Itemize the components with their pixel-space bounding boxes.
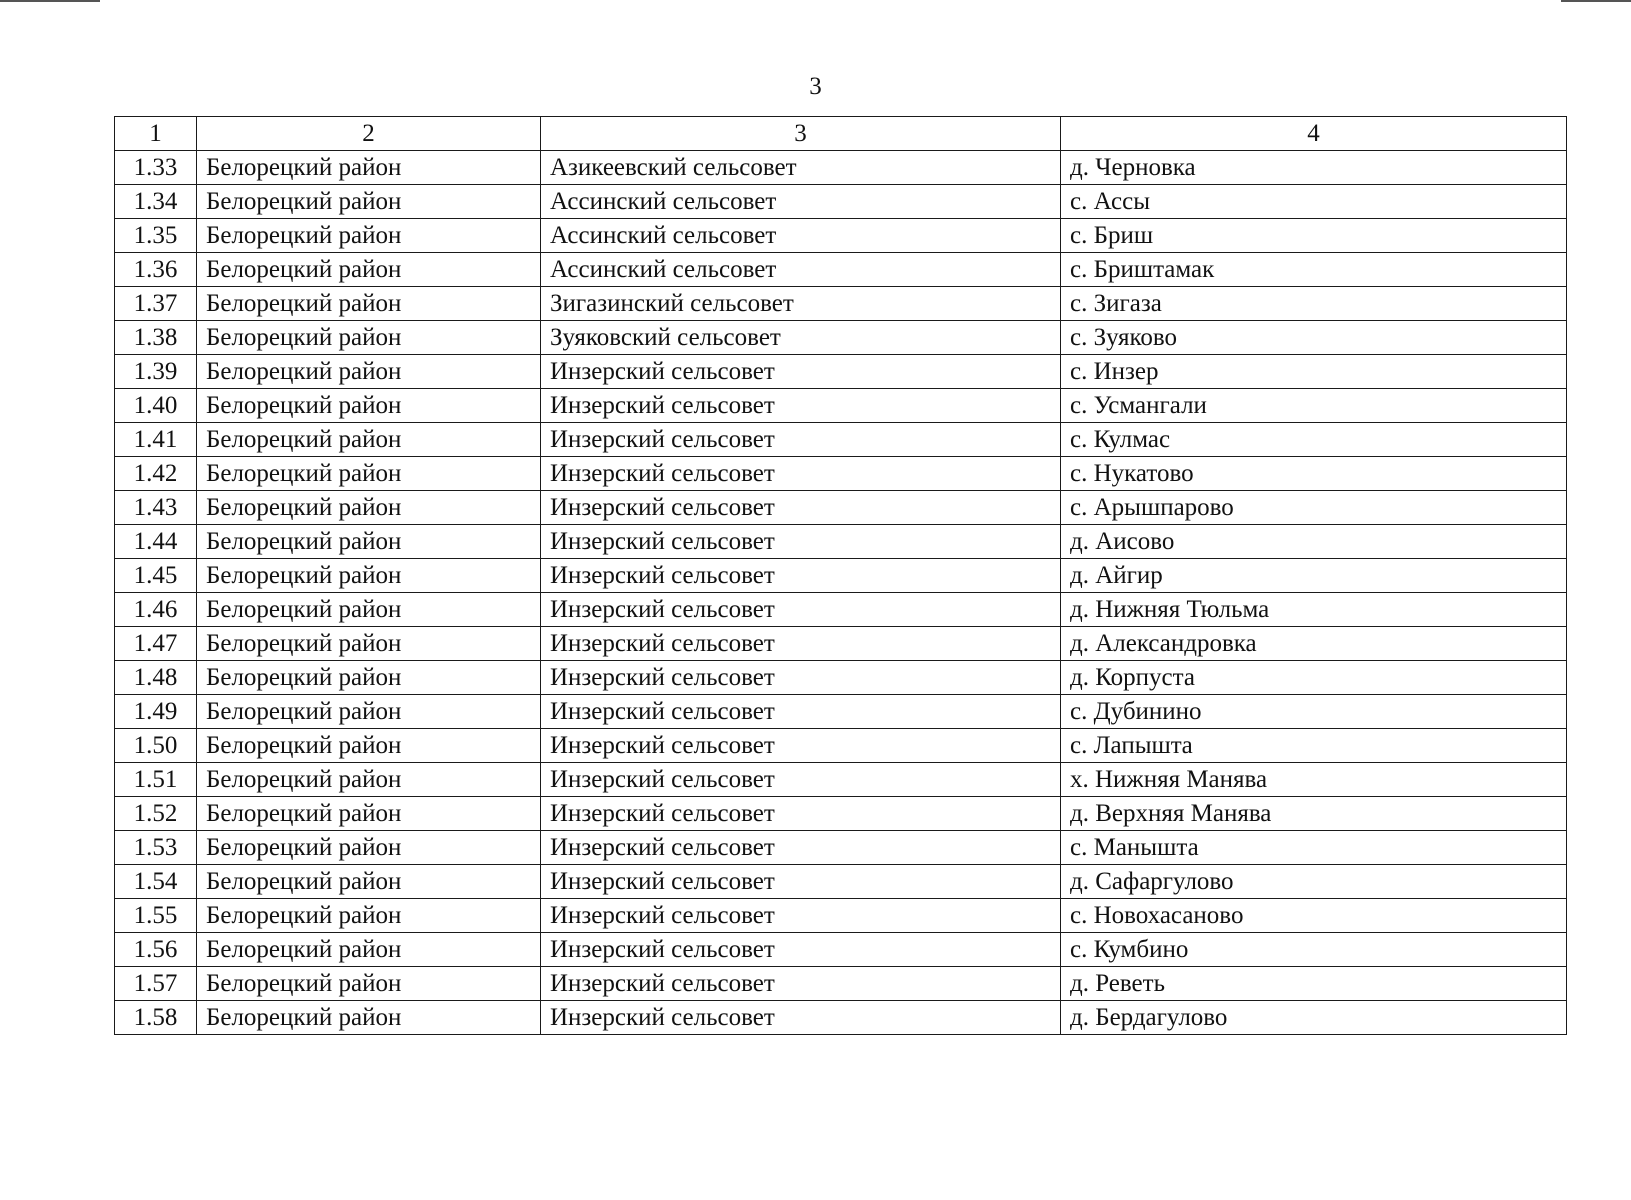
cell-council: Ассинский сельсовет bbox=[541, 253, 1061, 287]
header-cell-4: 4 bbox=[1061, 117, 1567, 151]
scan-edge-mark bbox=[0, 0, 100, 2]
cell-number: 1.48 bbox=[115, 661, 197, 695]
header-cell-2: 2 bbox=[197, 117, 541, 151]
cell-settlement: с. Бриш bbox=[1061, 219, 1567, 253]
cell-settlement: д. Сафаргулово bbox=[1061, 865, 1567, 899]
table-row bbox=[115, 253, 1567, 287]
cell-number: 1.44 bbox=[115, 525, 197, 559]
cell-settlement: с. Кулмас bbox=[1061, 423, 1567, 457]
cell-council: Инзерский сельсовет bbox=[541, 729, 1061, 763]
cell-settlement: с. Инзер bbox=[1061, 355, 1567, 389]
cell-council: Ассинский сельсовет bbox=[541, 185, 1061, 219]
cell-council: Инзерский сельсовет bbox=[541, 695, 1061, 729]
table-row bbox=[115, 389, 1567, 423]
cell-settlement: с. Новохасаново bbox=[1061, 899, 1567, 933]
cell-district: Белорецкий район bbox=[197, 627, 541, 661]
table-row bbox=[115, 797, 1567, 831]
header-cell-3: 3 bbox=[541, 117, 1061, 151]
cell-district: Белорецкий район bbox=[197, 865, 541, 899]
cell-settlement: с. Усмангали bbox=[1061, 389, 1567, 423]
cell-number: 1.49 bbox=[115, 695, 197, 729]
cell-number: 1.57 bbox=[115, 967, 197, 1001]
cell-district: Белорецкий район bbox=[197, 389, 541, 423]
cell-number: 1.34 bbox=[115, 185, 197, 219]
cell-settlement: с. Дубинино bbox=[1061, 695, 1567, 729]
cell-number: 1.39 bbox=[115, 355, 197, 389]
table-row bbox=[115, 355, 1567, 389]
table-row bbox=[115, 287, 1567, 321]
cell-council: Инзерский сельсовет bbox=[541, 491, 1061, 525]
table-row bbox=[115, 1001, 1567, 1035]
cell-council: Инзерский сельсовет bbox=[541, 525, 1061, 559]
table-row bbox=[115, 593, 1567, 627]
cell-district: Белорецкий район bbox=[197, 321, 541, 355]
table-row bbox=[115, 933, 1567, 967]
cell-council: Инзерский сельсовет bbox=[541, 423, 1061, 457]
cell-settlement: с. Арышпарово bbox=[1061, 491, 1567, 525]
cell-number: 1.47 bbox=[115, 627, 197, 661]
cell-number: 1.45 bbox=[115, 559, 197, 593]
cell-number: 1.53 bbox=[115, 831, 197, 865]
cell-number: 1.37 bbox=[115, 287, 197, 321]
cell-number: 1.55 bbox=[115, 899, 197, 933]
cell-council: Инзерский сельсовет bbox=[541, 797, 1061, 831]
cell-number: 1.38 bbox=[115, 321, 197, 355]
cell-council: Инзерский сельсовет bbox=[541, 967, 1061, 1001]
cell-district: Белорецкий район bbox=[197, 491, 541, 525]
table-row bbox=[115, 185, 1567, 219]
cell-council: Инзерский сельсовет bbox=[541, 865, 1061, 899]
cell-district: Белорецкий район bbox=[197, 1001, 541, 1035]
table-row bbox=[115, 695, 1567, 729]
cell-number: 1.52 bbox=[115, 797, 197, 831]
cell-district: Белорецкий район bbox=[197, 899, 541, 933]
table-row bbox=[115, 831, 1567, 865]
cell-council: Инзерский сельсовет bbox=[541, 355, 1061, 389]
cell-council: Зигазинский сельсовет bbox=[541, 287, 1061, 321]
cell-settlement: д. Корпуста bbox=[1061, 661, 1567, 695]
cell-number: 1.54 bbox=[115, 865, 197, 899]
cell-council: Инзерский сельсовет bbox=[541, 661, 1061, 695]
table-row bbox=[115, 423, 1567, 457]
cell-settlement: д. Верхняя Манява bbox=[1061, 797, 1567, 831]
cell-district: Белорецкий район bbox=[197, 797, 541, 831]
cell-district: Белорецкий район bbox=[197, 933, 541, 967]
cell-number: 1.58 bbox=[115, 1001, 197, 1035]
cell-settlement: х. Нижняя Манява bbox=[1061, 763, 1567, 797]
table-row bbox=[115, 457, 1567, 491]
cell-district: Белорецкий район bbox=[197, 355, 541, 389]
cell-council: Инзерский сельсовет bbox=[541, 831, 1061, 865]
cell-district: Белорецкий район bbox=[197, 185, 541, 219]
cell-settlement: д. Бердагулово bbox=[1061, 1001, 1567, 1035]
table-row bbox=[115, 491, 1567, 525]
cell-council: Инзерский сельсовет bbox=[541, 933, 1061, 967]
cell-district: Белорецкий район bbox=[197, 559, 541, 593]
cell-number: 1.42 bbox=[115, 457, 197, 491]
cell-district: Белорецкий район bbox=[197, 661, 541, 695]
cell-settlement: с. Бриштамак bbox=[1061, 253, 1567, 287]
cell-council: Инзерский сельсовет bbox=[541, 627, 1061, 661]
cell-district: Белорецкий район bbox=[197, 695, 541, 729]
cell-district: Белорецкий район bbox=[197, 423, 541, 457]
cell-district: Белорецкий район bbox=[197, 525, 541, 559]
cell-settlement: д. Александровка bbox=[1061, 627, 1567, 661]
cell-council: Зуяковский сельсовет bbox=[541, 321, 1061, 355]
cell-settlement: с. Манышта bbox=[1061, 831, 1567, 865]
cell-council: Инзерский сельсовет bbox=[541, 899, 1061, 933]
table-row bbox=[115, 627, 1567, 661]
cell-district: Белорецкий район bbox=[197, 729, 541, 763]
cell-settlement: д. Черновка bbox=[1061, 151, 1567, 185]
cell-number: 1.33 bbox=[115, 151, 197, 185]
cell-council: Инзерский сельсовет bbox=[541, 763, 1061, 797]
cell-council: Азикеевский сельсовет bbox=[541, 151, 1061, 185]
table-row bbox=[115, 729, 1567, 763]
cell-settlement: д. Реветь bbox=[1061, 967, 1567, 1001]
cell-settlement: д. Айгир bbox=[1061, 559, 1567, 593]
table-body bbox=[115, 117, 1567, 1035]
cell-number: 1.56 bbox=[115, 933, 197, 967]
page-number: 3 bbox=[809, 73, 822, 100]
cell-district: Белорецкий район bbox=[197, 457, 541, 491]
cell-number: 1.41 bbox=[115, 423, 197, 457]
cell-district: Белорецкий район bbox=[197, 253, 541, 287]
table-row bbox=[115, 559, 1567, 593]
cell-district: Белорецкий район bbox=[197, 287, 541, 321]
cell-number: 1.35 bbox=[115, 219, 197, 253]
table-row bbox=[115, 151, 1567, 185]
cell-settlement: с. Зуяково bbox=[1061, 321, 1567, 355]
cell-council: Инзерский сельсовет bbox=[541, 593, 1061, 627]
cell-council: Ассинский сельсовет bbox=[541, 219, 1061, 253]
table-row bbox=[115, 525, 1567, 559]
cell-number: 1.36 bbox=[115, 253, 197, 287]
table-row bbox=[115, 661, 1567, 695]
cell-district: Белорецкий район bbox=[197, 831, 541, 865]
scan-edge-mark bbox=[1561, 0, 1631, 2]
cell-district: Белорецкий район bbox=[197, 967, 541, 1001]
cell-district: Белорецкий район bbox=[197, 593, 541, 627]
table-row bbox=[115, 321, 1567, 355]
cell-council: Инзерский сельсовет bbox=[541, 457, 1061, 491]
cell-number: 1.51 bbox=[115, 763, 197, 797]
cell-council: Инзерский сельсовет bbox=[541, 389, 1061, 423]
cell-settlement: д. Нижняя Тюльма bbox=[1061, 593, 1567, 627]
cell-district: Белорецкий район bbox=[197, 219, 541, 253]
cell-settlement: с. Ассы bbox=[1061, 185, 1567, 219]
cell-number: 1.43 bbox=[115, 491, 197, 525]
header-cell-1: 1 bbox=[115, 117, 197, 151]
settlements-table bbox=[114, 116, 1567, 1035]
cell-number: 1.50 bbox=[115, 729, 197, 763]
cell-settlement: с. Лапыштa bbox=[1061, 729, 1567, 763]
cell-council: Инзерский сельсовет bbox=[541, 1001, 1061, 1035]
table-header-row bbox=[115, 117, 1567, 151]
cell-settlement: с. Нукатово bbox=[1061, 457, 1567, 491]
table-row bbox=[115, 899, 1567, 933]
cell-settlement: с. Зигаза bbox=[1061, 287, 1567, 321]
table-row bbox=[115, 763, 1567, 797]
cell-settlement: д. Аисово bbox=[1061, 525, 1567, 559]
cell-council: Инзерский сельсовет bbox=[541, 559, 1061, 593]
cell-settlement: с. Кумбино bbox=[1061, 933, 1567, 967]
table-row bbox=[115, 865, 1567, 899]
table-row bbox=[115, 967, 1567, 1001]
table-row bbox=[115, 219, 1567, 253]
cell-district: Белорецкий район bbox=[197, 763, 541, 797]
cell-number: 1.46 bbox=[115, 593, 197, 627]
cell-number: 1.40 bbox=[115, 389, 197, 423]
cell-district: Белорецкий район bbox=[197, 151, 541, 185]
